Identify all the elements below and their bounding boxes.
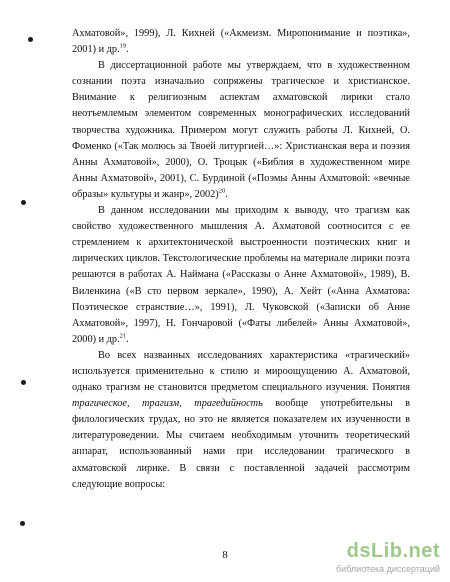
- paragraph: [72, 348, 410, 493]
- page-number: 8: [222, 550, 228, 561]
- paragraph-text: вообще употребительны в филологических трудах, но это не является показателем их изученности в литературоведении. Мы считаем необходимым уточнить теоретический аппарат, использованный нами при исследовании трагического в ахматовской лирике. В связи с поставленной задачей рассмотрим следующие вопросы:: [72, 398, 410, 490]
- paragraph-text: В диссертационной работе мы утверждаем, что в художественном сознании поэта изначально сопряжены трагическое и христианское. Внимание к религиозным аспектам ахматовской лирики стало неотъемлемым элементом современных монографических исследований творчества художника. Примером могут служить работы Л. Кихней, О. Фоменко («Так молюсь за Твоей литургией…»: Христианская вера и поэзия Анны Ахматовой», 2000), О. Троцык («Библия в художественном мире Анны Ахматовой», 2001), С. Бурдиной («Поэмы Анны Ахматовой: «вечные образы» культуры и жанр», 2002): [72, 60, 410, 200]
- paragraph-continuation: [72, 26, 410, 58]
- footnote-ref: 19: [119, 42, 127, 50]
- footnote-ref: 20: [218, 187, 226, 195]
- paragraph: [72, 58, 410, 203]
- watermark-logo: dsLib.net: [346, 540, 440, 562]
- paragraph-text: .: [225, 188, 228, 200]
- footnote-ref: 21: [119, 332, 127, 340]
- body-text: [72, 26, 410, 493]
- paragraph-text: Ахматовой», 1999), Л. Кихней («Акмеизм. Миропонимание и поэтика», 2001) и др.: [72, 28, 410, 56]
- watermark: [294, 540, 444, 578]
- italic-terms: трагическое, трагизм, трагедийность: [72, 398, 263, 410]
- bullet-mark: [21, 380, 26, 385]
- bullet-mark: [28, 37, 33, 42]
- paragraph-text: В данном исследовании мы приходим к выводу, что трагизм как свойство художественного мышления А. Ахматовой соотносится с ее стремлением к архитектонической выстроенности поэтических книг и лирических циклов. Текстологические проблемы на материале лирики поэта решаются в работах А. Наймана («Рассказы о Анне Ахматовой», 1989), В. Виленкина («В сто первом зеркале», 1990), А. Хейт («Анна Ахматова: Поэтическое странствие…», 1991), Л. Чуковской («Записки об Анне Ахматовой», 1997), Н. Гончаровой («Фаты либелей» Анны Ахматовой», 2000) и др.: [72, 205, 410, 345]
- bullet-mark: [20, 521, 25, 526]
- paragraph: [72, 203, 410, 348]
- watermark-tagline: библиотека диссертаций: [335, 564, 440, 574]
- bullet-mark: [21, 200, 26, 205]
- paragraph-text: .: [126, 333, 129, 345]
- paragraph-text: Во всех названных исследованиях характеристика «трагический» используется применительно к стилю и мироощущению А. Ахматовой, однако трагизм не становится предметом специального изучения. Понятия: [72, 349, 410, 394]
- paragraph-text: .: [126, 44, 129, 56]
